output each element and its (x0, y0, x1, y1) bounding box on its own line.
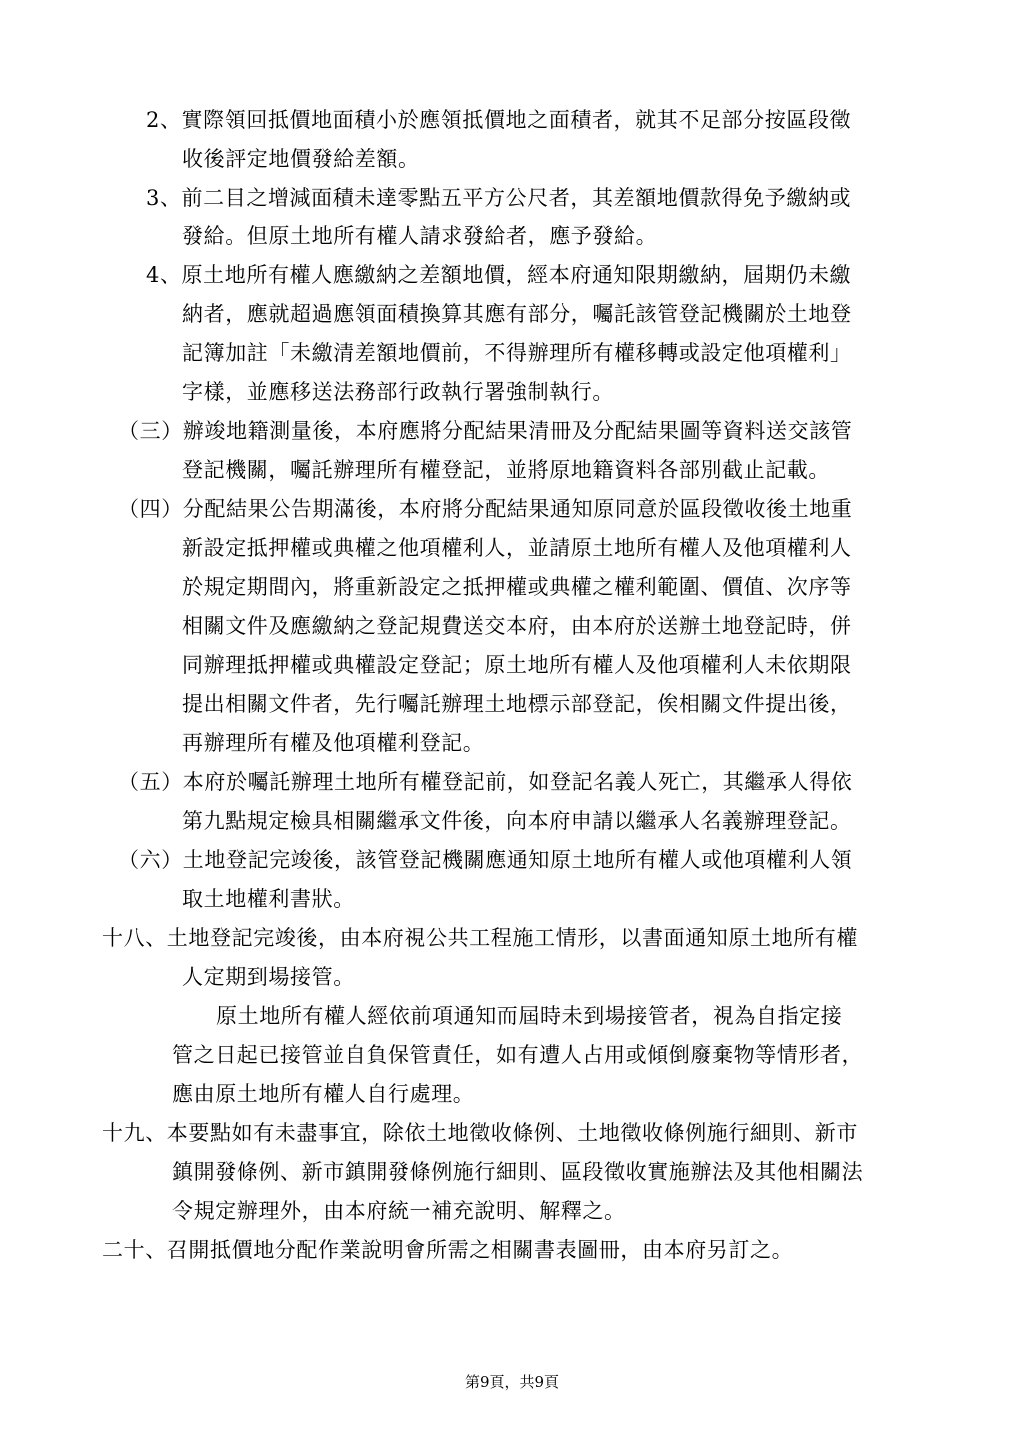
text-line: 令規定辦理外，由本府統一補充說明、解釋之。 (172, 1199, 626, 1223)
text-line: （六）土地登記完竣後，該管登記機關應通知原土地所有權人或他項權利人領 (118, 848, 853, 872)
text-line: 相關文件及應繳納之登記規費送交本府，由本府於送辦土地登記時，併 (182, 614, 852, 638)
page-number-footer: 第9頁，共9頁 (464, 1373, 560, 1391)
text-line: 字樣，並應移送法務部行政執行署強制執行。 (182, 380, 614, 404)
text-line: （三）辦竣地籍測量後，本府應將分配結果清冊及分配結果圖等資料送交該管 (118, 419, 853, 443)
text-line: 十九、本要點如有未盡事宜，除依土地徵收條例、土地徵收條例施行細則、新市 (102, 1121, 858, 1145)
text-line: 發給。但原土地所有權人請求發給者，應予發給。 (182, 224, 658, 248)
text-line: 取土地權利書狀。 (182, 887, 355, 911)
text-line: 2、實際領回抵價地面積小於應領抵價地之面積者，就其不足部分按區段徵 (146, 108, 852, 132)
text-line: 管之日起已接管並自負保管責任，如有遭人占用或傾倒廢棄物等情形者， (172, 1043, 864, 1067)
text-line: 第九點規定檢具相關繼承文件後，向本府申請以繼承人名義辦理登記。 (182, 809, 852, 833)
text-line: 於規定期間內，將重新設定之抵押權或典權之權利範圍、價值、次序等 (182, 575, 852, 599)
text-line: 鎮開發條例、新市鎮開發條例施行細則、區段徵收實施辦法及其他相關法 (172, 1160, 864, 1184)
text-line: 4、原土地所有權人應繳納之差額地價，經本府通知限期繳納，屆期仍未繳 (146, 263, 852, 287)
text-line: 二十、召開抵價地分配作業說明會所需之相關書表圖冊，由本府另訂之。 (102, 1238, 794, 1262)
text-line: 新設定抵押權或典權之他項權利人，並請原土地所有權人及他項權利人 (182, 536, 852, 560)
text-line: 納者，應就超過應領面積換算其應有部分，囑託該管登記機關於土地登 (182, 302, 852, 326)
text-line: （五）本府於囑託辦理土地所有權登記前，如登記名義人死亡，其繼承人得依 (118, 770, 853, 794)
text-line: 再辦理所有權及他項權利登記。 (182, 731, 485, 755)
text-line: 記簿加註「未繳清差額地價前，不得辦理所有權移轉或設定他項權利」 (182, 341, 852, 365)
text-line: 同辦理抵押權或典權設定登記；原土地所有權人及他項權利人未依期限 (182, 653, 852, 677)
text-line: 十八、土地登記完竣後，由本府視公共工程施工情形，以書面通知原土地所有權 (102, 926, 858, 950)
text-line: （四）分配結果公告期滿後，本府將分配結果通知原同意於區段徵收後土地重 (118, 497, 853, 521)
text-line: 應由原土地所有權人自行處理。 (172, 1082, 475, 1106)
text-line: 收後評定地價發給差額。 (182, 147, 420, 171)
text-line: 原土地所有權人經依前項通知而屆時未到場接管者，視為自指定接 (216, 1004, 843, 1028)
text-line: 提出相關文件者，先行囑託辦理土地標示部登記，俟相關文件提出後， (182, 692, 852, 716)
text-line: 3、前二目之增減面積未達零點五平方公尺者，其差額地價款得免予繳納或 (146, 186, 852, 210)
text-line: 登記機關，囑託辦理所有權登記，並將原地籍資料各部別截止記載。 (182, 458, 830, 482)
text-line: 人定期到場接管。 (182, 965, 355, 989)
